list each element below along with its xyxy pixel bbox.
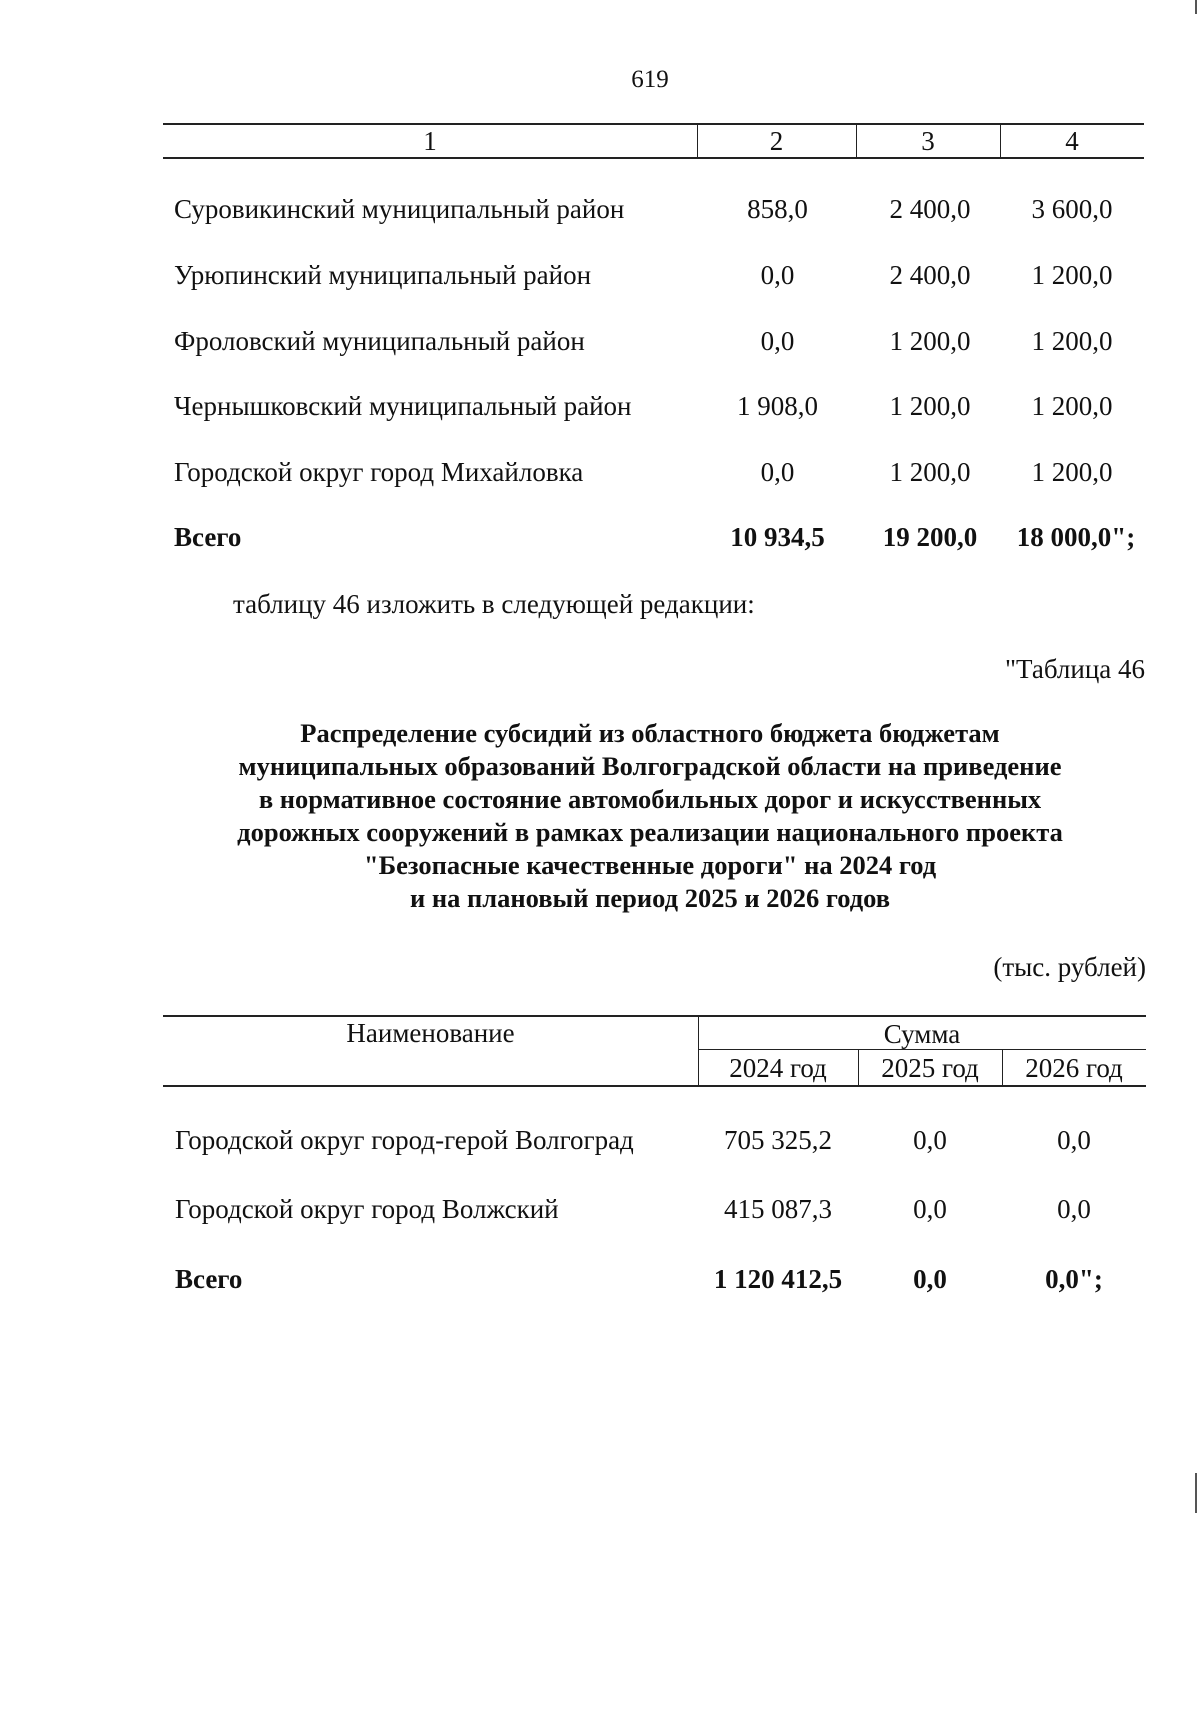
column-header-name: Наименование	[346, 1018, 515, 1048]
total-label: Всего	[174, 522, 242, 552]
row-value: 705 325,2	[724, 1125, 832, 1155]
instruction-text: таблицу 46 изложить в следующей редакции:	[233, 589, 755, 619]
row-name: Суровикинский муниципальный район	[174, 194, 625, 224]
column-number-header: 3	[921, 126, 935, 156]
table-top-border	[163, 1015, 1146, 1017]
row-value: 0,0	[760, 326, 795, 356]
title-line: и на плановый период 2025 и 2026 годов	[409, 883, 891, 913]
total-value: 19 200,0	[882, 522, 978, 552]
title-line: дорожных сооружений в рамках реализации национального проекта	[237, 817, 1063, 847]
total-value: 1 120 412,5	[713, 1264, 843, 1294]
row-name: Городской округ город Михайловка	[174, 457, 584, 487]
row-value: 1 200,0	[1031, 326, 1113, 356]
row-value: 0,0	[1057, 1194, 1091, 1224]
column-header-year: 2025 год	[881, 1053, 979, 1083]
total-value: 18 000,0";	[1016, 522, 1136, 552]
scan-edge-mark	[1195, 0, 1197, 14]
row-name: Городской округ город-герой Волгоград	[175, 1125, 634, 1155]
row-name: Чернышковский муниципальный район	[174, 391, 632, 421]
row-name: Городской округ город Волжский	[175, 1194, 559, 1224]
row-value: 1 200,0	[889, 326, 971, 356]
row-name: Фроловский муниципальный район	[174, 326, 585, 356]
title-line: "Безопасные качественные дороги" на 2024 год	[363, 850, 937, 880]
column-header-year: 2026 год	[1025, 1053, 1123, 1083]
row-value: 1 200,0	[889, 457, 971, 487]
table-top-border	[163, 123, 1144, 125]
column-number-header: 2	[769, 126, 784, 156]
row-value: 1 200,0	[1031, 391, 1113, 421]
row-value: 858,0	[747, 194, 808, 224]
row-value: 3 600,0	[1031, 194, 1113, 224]
row-value: 1 200,0	[1031, 457, 1113, 487]
row-value: 1 908,0	[737, 391, 818, 421]
row-value: 0,0	[913, 1194, 947, 1224]
row-value: 0,0	[760, 260, 795, 290]
column-header-year: 2024 год	[729, 1053, 827, 1083]
row-value: 1 200,0	[1031, 260, 1113, 290]
total-value: 0,0	[913, 1264, 947, 1294]
row-value: 2 400,0	[889, 260, 971, 290]
row-value: 2 400,0	[889, 194, 971, 224]
column-number-header: 4	[1065, 126, 1079, 156]
column-number-header: 1	[423, 126, 437, 156]
table-header-bottom-border	[163, 157, 1144, 159]
row-name: Урюпинский муниципальный район	[174, 260, 592, 290]
page-number: 619	[631, 66, 669, 93]
row-value: 0,0	[913, 1125, 947, 1155]
table-header-bottom-border	[163, 1085, 1146, 1087]
sum-subheader-border	[698, 1049, 1146, 1050]
total-value: 10 934,5	[730, 522, 825, 552]
row-value: 415 087,3	[724, 1194, 832, 1224]
total-label: Всего	[175, 1264, 243, 1294]
scan-edge-mark	[1195, 1473, 1197, 1513]
title-line: в нормативное состояние автомобильных дорог и искусственных	[258, 784, 1042, 814]
column-header-sum: Сумма	[883, 1019, 961, 1049]
row-value: 0,0	[760, 457, 795, 487]
title-line: Распределение субсидий из областного бюджета бюджетам	[300, 718, 1000, 748]
row-value: 1 200,0	[889, 391, 971, 421]
units-label: (тыс. рублей)	[993, 952, 1146, 982]
table-title	[150, 717, 1150, 915]
title-line: муниципальных образований Волгоградской области на приведение	[238, 751, 1062, 781]
table-label: "Таблица 46	[1005, 654, 1145, 684]
total-value: 0,0";	[1045, 1264, 1103, 1294]
row-value: 0,0	[1057, 1125, 1091, 1155]
